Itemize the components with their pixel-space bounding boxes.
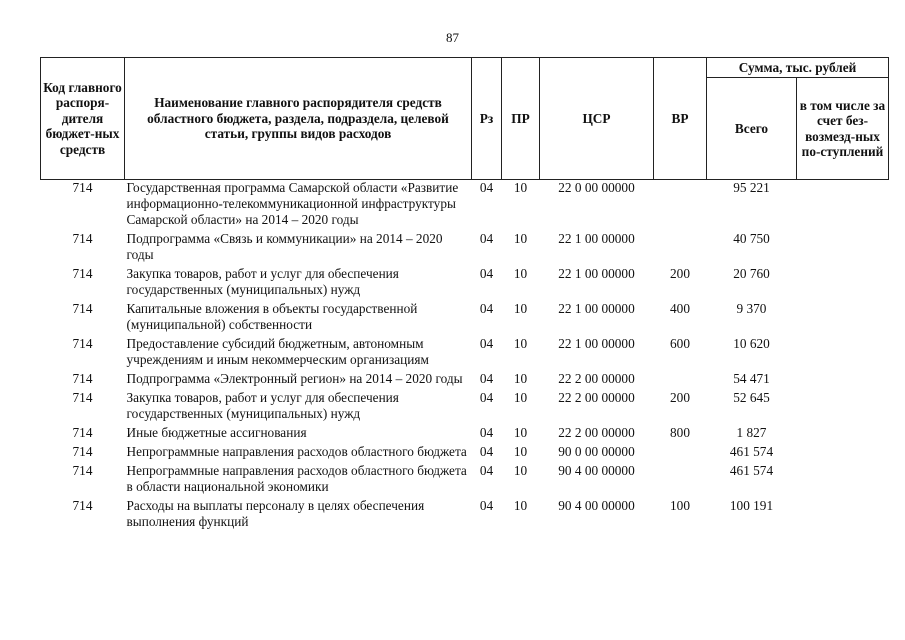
cell-vr xyxy=(654,463,707,498)
cell-grant xyxy=(797,425,889,444)
cell-code: 714 xyxy=(72,371,93,386)
cell-name: Непрограммные направления расходов областного бюджета в области национальной экономики xyxy=(126,463,467,494)
cell-name: Закупка товаров, работ и услуг для обеспечения государственных (муниципальных) нужд xyxy=(126,266,399,297)
cell-csr: 22 1 00 00000 xyxy=(558,231,635,246)
cell-vr xyxy=(654,371,707,390)
cell-grant xyxy=(797,336,889,371)
table-row xyxy=(41,371,889,390)
cell-code: 714 xyxy=(72,390,93,405)
table-row xyxy=(41,336,889,371)
cell-rz: 04 xyxy=(479,425,494,440)
cell-name: Государственная программа Самарской области «Развитие информационно-телекоммуникационной инфраструктуры Самарской области» на 2014 – 2020 годы xyxy=(126,180,459,227)
cell-vr: 200 xyxy=(670,266,690,281)
cell-grant xyxy=(797,180,889,232)
cell-rz: 04 xyxy=(479,231,494,246)
cell-code: 714 xyxy=(72,180,93,195)
header-grant: в том числе за счет без-возмезд-ных по-ступлений xyxy=(797,78,889,180)
cell-pr: 10 xyxy=(513,371,528,386)
cell-code: 714 xyxy=(72,231,93,246)
budget-table xyxy=(40,57,889,533)
cell-rz: 04 xyxy=(479,390,494,405)
cell-rz: 04 xyxy=(479,498,494,513)
cell-pr: 10 xyxy=(513,231,528,246)
header-total: Всего xyxy=(707,78,797,180)
cell-csr: 22 2 00 00000 xyxy=(558,425,635,440)
cell-pr: 10 xyxy=(513,498,528,513)
cell-code: 714 xyxy=(72,336,93,351)
cell-vr xyxy=(654,180,707,232)
header-vr: ВР xyxy=(654,58,707,180)
header-amount-group: Сумма, тыс. рублей xyxy=(707,58,889,78)
table-row xyxy=(41,463,889,498)
cell-pr: 10 xyxy=(513,266,528,281)
cell-vr xyxy=(654,231,707,266)
cell-grant xyxy=(797,463,889,498)
cell-csr: 22 2 00 00000 xyxy=(558,371,635,386)
cell-grant xyxy=(797,231,889,266)
cell-total: 461 574 xyxy=(729,463,774,478)
cell-grant xyxy=(797,444,889,463)
header-name: Наименование главного распорядителя средств областного бюджета, раздела, подраздела, целевой статьи, группы видов расходов xyxy=(125,58,472,180)
cell-vr: 800 xyxy=(670,425,690,440)
cell-grant xyxy=(797,301,889,336)
header-pr: ПР xyxy=(502,58,540,180)
cell-total: 40 750 xyxy=(733,231,770,246)
cell-code: 714 xyxy=(72,425,93,440)
header-rz: Рз xyxy=(472,58,502,180)
cell-rz: 04 xyxy=(479,180,494,195)
cell-code: 714 xyxy=(72,266,93,281)
cell-pr: 10 xyxy=(513,390,528,405)
cell-name: Расходы на выплаты персоналу в целях обеспечения выполнения функций xyxy=(126,498,425,529)
cell-rz: 04 xyxy=(479,336,494,351)
cell-grant xyxy=(797,266,889,301)
cell-grant xyxy=(797,371,889,390)
cell-rz: 04 xyxy=(479,371,494,386)
table-row xyxy=(41,231,889,266)
cell-name: Подпрограмма «Электронный регион» на 2014 – 2020 годы xyxy=(126,371,463,386)
cell-pr: 10 xyxy=(513,463,528,478)
cell-csr: 22 1 00 00000 xyxy=(558,266,635,281)
table-row xyxy=(41,390,889,425)
cell-total: 100 191 xyxy=(729,498,774,513)
cell-total: 461 574 xyxy=(729,444,774,459)
cell-rz: 04 xyxy=(479,266,494,281)
table-row xyxy=(41,266,889,301)
cell-vr: 600 xyxy=(670,336,690,351)
cell-code: 714 xyxy=(72,301,93,316)
cell-csr: 22 1 00 00000 xyxy=(558,301,635,316)
cell-pr: 10 xyxy=(513,425,528,440)
table-row xyxy=(41,444,889,463)
cell-pr: 10 xyxy=(513,444,528,459)
cell-csr: 90 0 00 00000 xyxy=(558,444,635,459)
cell-code: 714 xyxy=(72,463,93,478)
cell-csr: 22 0 00 00000 xyxy=(558,180,635,195)
cell-name: Закупка товаров, работ и услуг для обеспечения государственных (муниципальных) нужд xyxy=(126,390,399,421)
table-body xyxy=(41,180,889,534)
cell-grant xyxy=(797,390,889,425)
cell-total: 52 645 xyxy=(733,390,770,405)
cell-pr: 10 xyxy=(513,180,528,195)
cell-csr: 90 4 00 00000 xyxy=(558,498,635,513)
cell-csr: 22 2 00 00000 xyxy=(558,390,635,405)
table-header xyxy=(41,58,889,180)
cell-total: 9 370 xyxy=(736,301,767,316)
table-row xyxy=(41,301,889,336)
cell-name: Непрограммные направления расходов областного бюджета xyxy=(126,444,467,459)
cell-total: 20 760 xyxy=(733,266,770,281)
cell-total: 54 471 xyxy=(733,371,770,386)
cell-name: Предоставление субсидий бюджетным, автономным учреждениям и иным некоммерческим организациям xyxy=(126,336,429,367)
cell-pr: 10 xyxy=(513,336,528,351)
cell-rz: 04 xyxy=(479,463,494,478)
cell-name: Подпрограмма «Связь и коммуникации» на 2014 – 2020 годы xyxy=(126,231,443,262)
table-row xyxy=(41,498,889,533)
page-number: 87 xyxy=(446,30,459,45)
header-csr: ЦСР xyxy=(540,58,654,180)
cell-vr: 200 xyxy=(670,390,690,405)
cell-total: 10 620 xyxy=(733,336,770,351)
cell-csr: 22 1 00 00000 xyxy=(558,336,635,351)
cell-csr: 90 4 00 00000 xyxy=(558,463,635,478)
cell-pr: 10 xyxy=(513,301,528,316)
cell-vr xyxy=(654,444,707,463)
cell-name: Иные бюджетные ассигнования xyxy=(126,425,307,440)
cell-rz: 04 xyxy=(479,444,494,459)
cell-rz: 04 xyxy=(479,301,494,316)
cell-total: 1 827 xyxy=(736,425,767,440)
cell-vr: 100 xyxy=(670,498,690,513)
cell-vr: 400 xyxy=(670,301,690,316)
cell-code: 714 xyxy=(72,444,93,459)
cell-code: 714 xyxy=(72,498,93,513)
table-row xyxy=(41,180,889,232)
table-row xyxy=(41,425,889,444)
cell-name: Капитальные вложения в объекты государственной (муниципальной) собственности xyxy=(126,301,418,332)
header-code: Код главного распоря-дителя бюджет-ных средств xyxy=(41,58,125,180)
cell-grant xyxy=(797,498,889,533)
cell-total: 95 221 xyxy=(733,180,770,195)
